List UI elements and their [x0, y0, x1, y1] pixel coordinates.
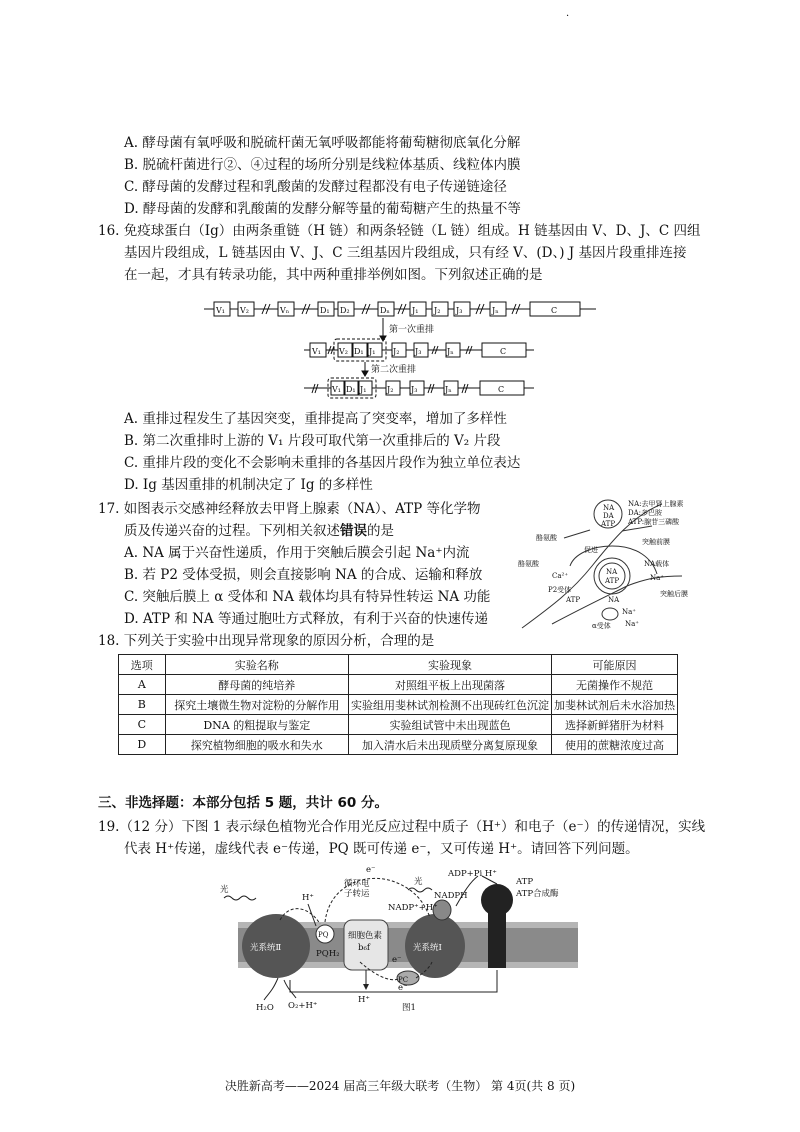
label-d1: D₁ — [320, 306, 330, 315]
label-v2: V₂ — [339, 347, 348, 356]
svg-text:ATP: ATP — [566, 596, 581, 604]
svg-text:P2受体: P2受体 — [548, 586, 572, 594]
table-cell: 对照组平板上出现菌落 — [348, 675, 551, 695]
svg-text:ATP:腺苷三磷酸: ATP:腺苷三磷酸 — [628, 518, 680, 526]
svg-text:PQH₂: PQH₂ — [316, 949, 340, 959]
atp-synthase-head — [481, 884, 513, 916]
svg-text:DA: DA — [603, 512, 614, 520]
table-cell: 加斐林试剂后未水浴加热 — [552, 695, 678, 715]
label-d1: D₁ — [346, 385, 356, 394]
label-v2: V₂ — [240, 306, 249, 315]
table-header: 实验现象 — [348, 655, 551, 675]
label-dn: Dₙ — [380, 306, 390, 315]
vesicle-inner — [599, 563, 625, 589]
svg-text:NA: NA — [608, 596, 620, 604]
page-mark: · — [566, 11, 570, 22]
table-header: 实验名称 — [165, 655, 348, 675]
q19-stem-line2: 代表 H⁺传递，虚线代表 e⁻传递，PQ 既可传递 e⁻，又可传递 H⁺。请回答下列问题。 — [124, 841, 639, 857]
svg-text:ADP+Pi H⁺: ADP+Pi H⁺ — [448, 869, 497, 879]
svg-text:e⁻: e⁻ — [392, 955, 402, 965]
label-jn: Jₙ — [447, 347, 454, 356]
svg-text:细胞色素: 细胞色素 — [348, 931, 383, 941]
label-j1: J₁ — [412, 306, 419, 315]
svg-text:Ca²⁺: Ca²⁺ — [552, 572, 569, 580]
svg-text:Na⁺: Na⁺ — [625, 620, 639, 628]
q16-option-d: D. Ig 基因重排的机制决定了 Ig 的多样性 — [124, 477, 373, 493]
label-j2: J₂ — [434, 306, 441, 315]
label-j2: J₂ — [393, 347, 400, 356]
experiment-table — [118, 654, 678, 755]
q16-stem-line3: 在一起，才具有转录功能，其中两种重排举例如图。下列叙述正确的是 — [124, 267, 543, 283]
svg-text:酪氨酸: 酪氨酸 — [518, 560, 539, 568]
page-footer: 决胜新高考——2024 届高三年级大联考（生物） 第 4页(共 8 页) — [224, 1079, 576, 1093]
svg-text:光系统Ⅰ: 光系统Ⅰ — [413, 943, 442, 953]
label-c: C — [498, 385, 505, 394]
table-cell: 使用的蔗糖浓度过高 — [552, 735, 678, 755]
svg-text:H₂O: H₂O — [256, 1003, 274, 1012]
svg-text:NADPH: NADPH — [434, 891, 468, 901]
table-cell: B — [119, 695, 166, 715]
q15-option-a: A. 酵母菌有氧呼吸和脱硫杆菌无氧呼吸都能将葡萄糖彻底氧化分解 — [124, 135, 521, 151]
svg-text:NA载体: NA载体 — [644, 560, 670, 568]
q16-option-a: A. 重排过程发生了基因突变，重排提高了突变率，增加了多样性 — [124, 411, 507, 427]
table-cell: 酵母菌的纯培养 — [165, 675, 348, 695]
svg-text:NA:去甲肾上腺素: NA:去甲肾上腺素 — [628, 500, 684, 508]
label-d2: D₂ — [340, 306, 350, 315]
q16-stem-line2: 基因片段组成，L 链基因由 V、J、C 三组基因片段组成，只有经 V、(D、) J 基因片段重排连接 — [124, 245, 687, 261]
svg-text:O₂+H⁺: O₂+H⁺ — [288, 1001, 318, 1011]
q15-option-d: D. 酵母菌的发酵和乳酸菌的发酵分解等量的葡萄糖产生的热量不等 — [124, 201, 521, 217]
svg-text:子转运: 子转运 — [344, 889, 370, 899]
q19-stem-line1: 19.（12 分）下图 1 表示绿色植物光合作用光反应过程中质子（H⁺）和电子（e⁻）的传递情况，实线 — [98, 819, 706, 835]
q16-stem-line1: 16. 免疫球蛋白（Ig）由两条重链（H 链）和两条轻链（L 链）组成。H 链基因由 V、D、J、C 四组 — [98, 223, 701, 239]
table-row — [119, 695, 678, 715]
q17-option-a: A. NA 属于兴奋性递质，作用于突触后膜会引起 Na⁺内流 — [124, 545, 470, 561]
synapse-figure — [512, 496, 690, 634]
q15-option-b: B. 脱硫杆菌进行②、④过程的场所分别是线粒体基质、线粒体内膜 — [124, 157, 521, 173]
table-cell: D — [119, 735, 166, 755]
label-jn: Jₙ — [445, 385, 452, 394]
svg-text:PQ: PQ — [318, 931, 329, 939]
label-j3: J₃ — [456, 306, 463, 315]
table-header: 可能原因 — [552, 655, 678, 675]
svg-text:突触前膜: 突触前膜 — [642, 538, 670, 546]
svg-text:ATP: ATP — [601, 520, 616, 528]
table-cell: 实验组用斐林试剂检测不出现砖红色沉淀 — [348, 695, 551, 715]
q17-stem-line1: 17. 如图表示交感神经释放去甲肾上腺素（NA）、ATP 等化学物 — [98, 501, 481, 517]
svg-text:Na⁺: Na⁺ — [622, 608, 636, 616]
svg-text:NA: NA — [603, 504, 615, 512]
svg-text:图1: 图1 — [402, 1003, 416, 1012]
label-jn: Jₙ — [492, 306, 499, 315]
label-v1: V₁ — [216, 306, 225, 315]
svg-text:光: 光 — [414, 877, 423, 887]
svg-text:NA: NA — [606, 568, 618, 576]
q17-option-b: B. 若 P2 受体受损，则会直接影响 NA 的合成、运输和释放 — [124, 567, 483, 583]
svg-text:ATP合成酶: ATP合成酶 — [516, 889, 559, 899]
alpha-receptor — [602, 608, 618, 620]
label-vn: Vₙ — [280, 306, 290, 315]
table-cell: DNA 的粗提取与鉴定 — [165, 715, 348, 735]
table-row — [119, 715, 678, 735]
q18-stem: 18. 下列关于实验中出现异常现象的原因分析，合理的是 — [98, 633, 435, 649]
table-cell: 加入清水后未出现质壁分离复原现象 — [348, 735, 551, 755]
gene-rearrangement-diagram — [200, 296, 600, 406]
table-cell: 选择新鲜猪肝为材料 — [552, 715, 678, 735]
label-v1: V₁ — [312, 347, 321, 356]
svg-text:Na⁺: Na⁺ — [650, 574, 664, 582]
svg-text:e⁻: e⁻ — [398, 983, 408, 993]
section-heading: 三、非选择题：本部分包括 5 题，共计 60 分。 — [98, 795, 388, 811]
q15-option-c: C. 酵母菌的发酵过程和乳酸菌的发酵过程都没有电子传递链途径 — [124, 179, 507, 195]
table-cell: C — [119, 715, 166, 735]
label-j3: J₃ — [415, 347, 422, 356]
svg-text:α受体: α受体 — [592, 622, 611, 630]
label-j3: J₃ — [411, 385, 418, 394]
first-rearrangement-label: 第一次重排 — [389, 325, 435, 335]
table-cell: 探究植物细胞的吸水和失水 — [165, 735, 348, 755]
svg-text:ATP: ATP — [516, 877, 534, 887]
photosynthesis-figure — [220, 862, 600, 1012]
label-j1: J₁ — [360, 385, 367, 394]
q16-option-b: B. 第二次重排时上游的 V₁ 片段可取代第一次重排后的 V₂ 片段 — [124, 433, 501, 449]
label-j2: J₂ — [387, 385, 394, 394]
svg-text:PC: PC — [398, 976, 409, 984]
svg-text:H⁺: H⁺ — [302, 893, 314, 903]
table-row — [119, 675, 678, 695]
svg-text:酪氨酸: 酪氨酸 — [536, 534, 557, 542]
label-j1: J₁ — [369, 347, 376, 356]
svg-text:光: 光 — [220, 885, 229, 895]
svg-text:ATP: ATP — [605, 577, 620, 585]
svg-text:光系统Ⅱ: 光系统Ⅱ — [250, 943, 282, 953]
table-cell: 探究土壤微生物对淀粉的分解作用 — [165, 695, 348, 715]
table-cell: 无菌操作不规范 — [552, 675, 678, 695]
table-header: 选项 — [119, 655, 166, 675]
label-c: C — [551, 306, 558, 315]
svg-text:突触后膜: 突触后膜 — [660, 590, 688, 598]
q17-option-d: D. ATP 和 NA 等通过胞吐方式释放，有利于兴奋的快速传递 — [124, 611, 488, 627]
table-cell: A — [119, 675, 166, 695]
svg-text:NADP⁺+H⁺: NADP⁺+H⁺ — [388, 903, 438, 913]
table-row — [119, 735, 678, 755]
svg-text:e⁻: e⁻ — [366, 865, 376, 875]
svg-text:H⁺: H⁺ — [358, 995, 370, 1005]
q17-option-c: C. 突触后膜上 α 受体和 NA 载体均具有特异性转运 NA 功能 — [124, 589, 491, 605]
svg-text:促进: 促进 — [584, 546, 598, 554]
label-c: C — [500, 347, 507, 356]
svg-text:b₆f: b₆f — [358, 943, 370, 953]
svg-text:循环电: 循环电 — [344, 879, 370, 889]
svg-text:DA:多巴胺: DA:多巴胺 — [628, 509, 663, 517]
second-rearrangement-label: 第二次重排 — [371, 365, 417, 375]
table-cell: 实验组试管中未出现蓝色 — [348, 715, 551, 735]
q17-emphasis: 错误 — [340, 523, 367, 539]
table-header-row — [119, 655, 678, 675]
q16-option-c: C. 重排片段的变化不会影响未重排的各基因片段作为独立单位表达 — [124, 455, 521, 471]
label-v1: V₁ — [332, 385, 341, 394]
q17-stem-line2: 质及传递兴奋的过程。下列相关叙述错误的是 — [124, 523, 394, 539]
label-d1: D₁ — [354, 347, 364, 356]
